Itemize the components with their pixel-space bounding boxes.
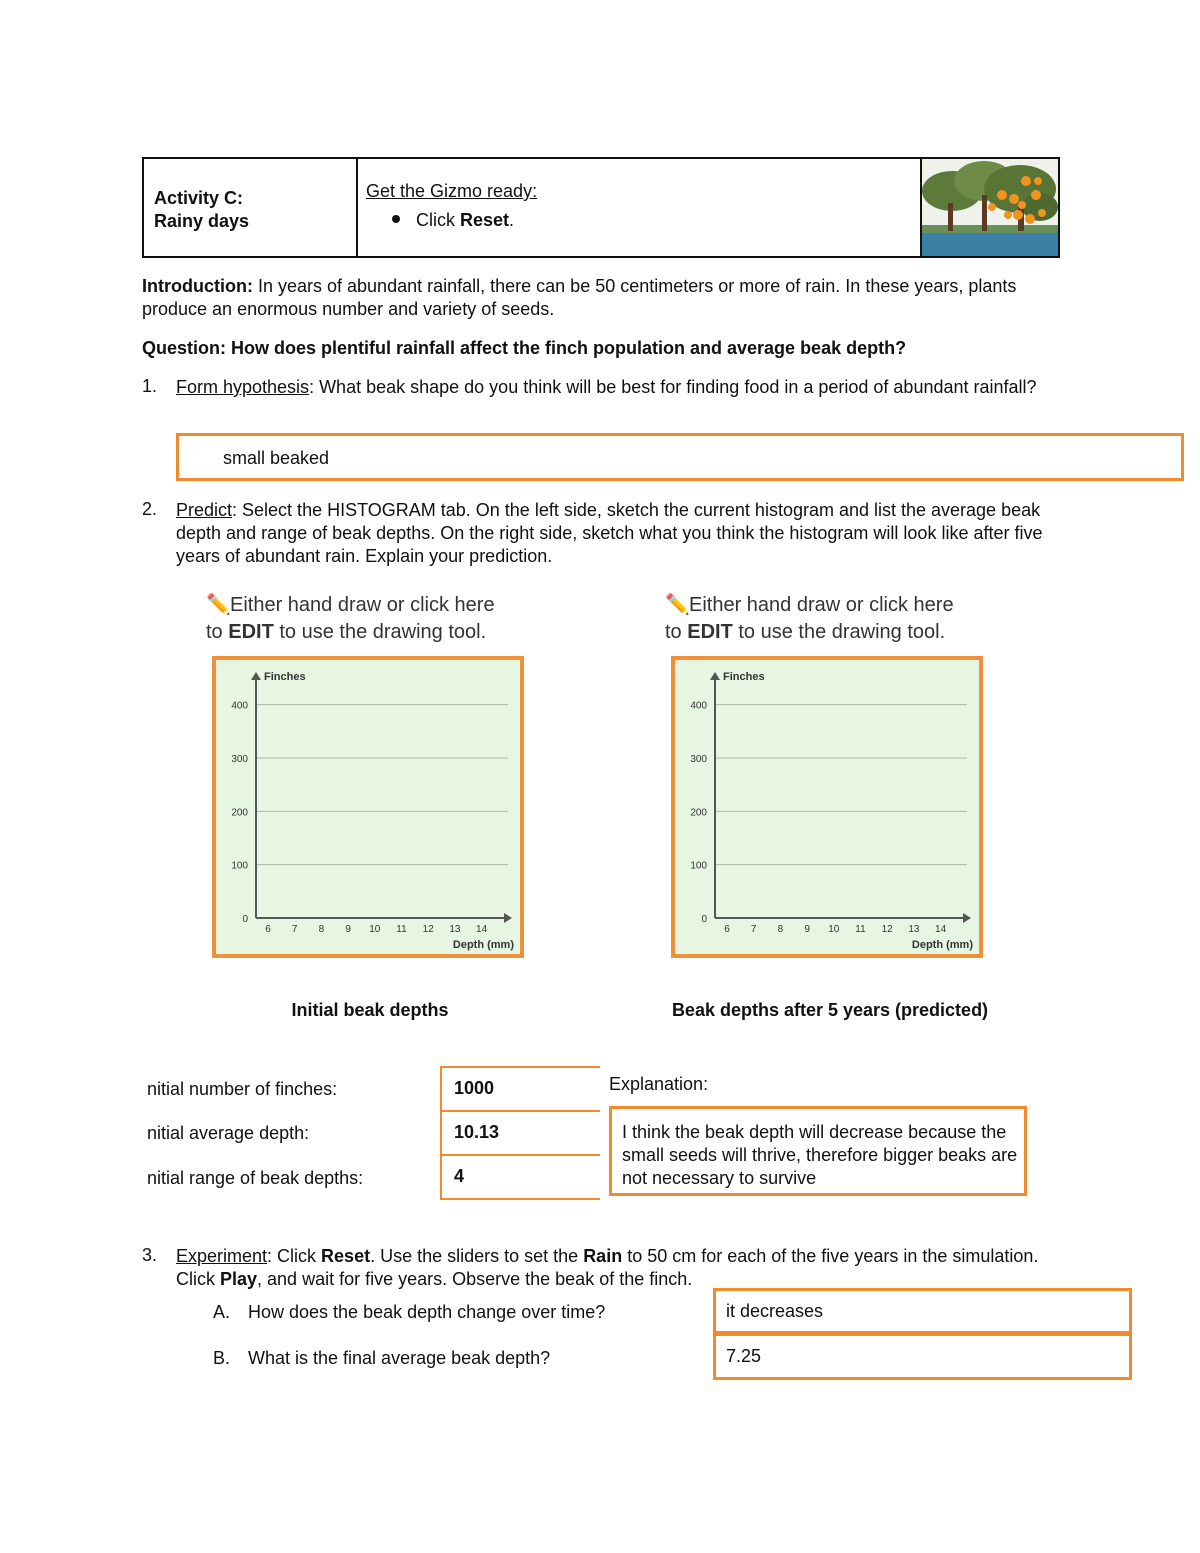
x-tick-label: 12 bbox=[422, 924, 434, 935]
q2-text: : Select the HISTOGRAM tab. On the left side, sketch the current histogram and list the average beak depth and range of beak depths. On the right side, sketch what you think the histogram will look like after five years of abundant rain. Explain your prediction. bbox=[176, 500, 1043, 566]
pencil-icon: ✏️ bbox=[665, 594, 690, 616]
x-axis-label: Depth (mm) bbox=[452, 939, 514, 951]
y-tick-label: 300 bbox=[231, 754, 248, 765]
y-tick-label: 100 bbox=[690, 860, 707, 872]
x-tick-label: 14 bbox=[476, 924, 488, 935]
question-heading: Question: How does plentiful rainfall affect the finch population and average beak depth? bbox=[142, 338, 907, 358]
reset-term: Reset bbox=[460, 210, 510, 230]
initial-range-field[interactable]: 4 bbox=[440, 1154, 600, 1200]
q3b-question: What is the final average beak depth? bbox=[248, 1348, 551, 1368]
introduction-label: Introduction: bbox=[142, 276, 253, 296]
draw-hint-right[interactable]: ✏️Either hand draw or click here to EDIT to use the drawing tool. bbox=[665, 594, 954, 643]
x-tick-label: 7 bbox=[750, 924, 757, 935]
activity-title: Rainy days bbox=[154, 211, 250, 231]
explanation-text: I think the beak depth will decrease because the small seeds will thrive, therefore bigger beaks are not necessary to survive bbox=[622, 1122, 1018, 1188]
x-tick-label: 12 bbox=[881, 924, 893, 935]
y-tick-label: 400 bbox=[231, 700, 248, 712]
q2-prompt bbox=[176, 499, 1056, 568]
x-tick-label: 6 bbox=[265, 924, 271, 935]
x-tick-label: 9 bbox=[804, 924, 810, 935]
q3b-letter: B. bbox=[213, 1348, 231, 1368]
q3b-answer-field[interactable]: 7.25 bbox=[713, 1333, 1132, 1380]
caption-initial: Initial beak depths bbox=[291, 1000, 449, 1020]
initial-finches-field[interactable]: 1000 bbox=[440, 1066, 600, 1110]
q3a-letter: A. bbox=[213, 1302, 231, 1322]
y-tick-label: 200 bbox=[690, 807, 707, 819]
x-tick-label: 8 bbox=[777, 924, 784, 935]
histogram-predicted[interactable] bbox=[671, 656, 983, 958]
y-axis-label: Finches bbox=[264, 671, 306, 683]
finch-tree-illustration bbox=[922, 159, 1058, 256]
introduction bbox=[142, 275, 1052, 321]
histogram-initial[interactable] bbox=[212, 656, 524, 958]
bullet-icon bbox=[392, 215, 400, 223]
x-tick-label: 8 bbox=[318, 924, 325, 935]
explanation-field[interactable] bbox=[609, 1106, 1027, 1196]
caption-predicted: Beak depths after 5 years (predicted) bbox=[671, 1000, 989, 1020]
gizmo-heading: Get the Gizmo ready: bbox=[366, 181, 538, 201]
q1-prompt bbox=[176, 376, 1056, 399]
q1-text: : What beak shape do you think will be best for finding food in a period of abundant rainfall? bbox=[309, 377, 1037, 397]
x-tick-label: 10 bbox=[828, 924, 840, 935]
gizmo-ready-cell bbox=[356, 159, 922, 256]
q3-number: 3. bbox=[142, 1245, 158, 1265]
activity-cell bbox=[144, 159, 358, 256]
introduction-text: In years of abundant rainfall, there can be 50 centimeters or more of rain. In these years, plants produce an enormous number and variety of seeds. bbox=[142, 276, 1017, 319]
plot-background bbox=[675, 660, 979, 954]
q3a-answer-field[interactable]: it decreases bbox=[713, 1288, 1132, 1334]
y-tick-label: 0 bbox=[242, 914, 248, 925]
q1-number: 1. bbox=[142, 376, 158, 396]
q3a-question: How does the beak depth change over time? bbox=[248, 1302, 606, 1322]
q1-term: Form hypothesis bbox=[176, 377, 310, 397]
q3-prompt: Experiment: Click Reset. Use the sliders to set the Rain to 50 cm for each of the five years in the simulation. Click Play, and wait for five years. Observe the beak of the finch. bbox=[176, 1246, 1039, 1289]
activity-header-table bbox=[142, 157, 1060, 258]
q3-term: Experiment bbox=[176, 1246, 268, 1266]
x-tick-label: 14 bbox=[935, 924, 947, 935]
x-axis-label: Depth (mm) bbox=[911, 939, 973, 951]
initial-finches-label: nitial number of finches: bbox=[147, 1079, 338, 1099]
q1-answer-text: small beaked bbox=[223, 448, 330, 468]
y-tick-label: 300 bbox=[690, 754, 707, 765]
y-axis-label: Finches bbox=[723, 671, 765, 683]
activity-label: Activity C: bbox=[154, 188, 244, 208]
q2-number: 2. bbox=[142, 499, 158, 519]
initial-depth-field[interactable]: 10.13 bbox=[440, 1110, 600, 1154]
x-tick-label: 9 bbox=[345, 924, 351, 935]
x-tick-label: 11 bbox=[396, 924, 407, 935]
q2-term: Predict bbox=[176, 500, 233, 520]
x-tick-label: 10 bbox=[369, 924, 381, 935]
draw-hint-left[interactable]: ✏️Either hand draw or click here to EDIT to use the drawing tool. bbox=[206, 594, 495, 643]
plot-background bbox=[216, 660, 520, 954]
initial-range-label: nitial range of beak depths: bbox=[147, 1168, 364, 1188]
gizmo-step: Click Reset. bbox=[392, 210, 537, 231]
pencil-icon: ✏️ bbox=[206, 594, 231, 616]
x-tick-label: 6 bbox=[724, 924, 730, 935]
x-tick-label: 13 bbox=[908, 924, 920, 935]
initial-depth-label: nitial average depth: bbox=[147, 1123, 310, 1143]
y-tick-label: 200 bbox=[231, 807, 248, 819]
explanation-label: Explanation: bbox=[609, 1074, 709, 1094]
y-tick-label: 0 bbox=[701, 914, 707, 925]
q1-answer-field[interactable] bbox=[176, 433, 1184, 481]
y-tick-label: 400 bbox=[690, 700, 707, 712]
x-tick-label: 7 bbox=[291, 924, 298, 935]
y-tick-label: 100 bbox=[231, 860, 248, 872]
x-tick-label: 13 bbox=[449, 924, 461, 935]
x-tick-label: 11 bbox=[855, 924, 866, 935]
